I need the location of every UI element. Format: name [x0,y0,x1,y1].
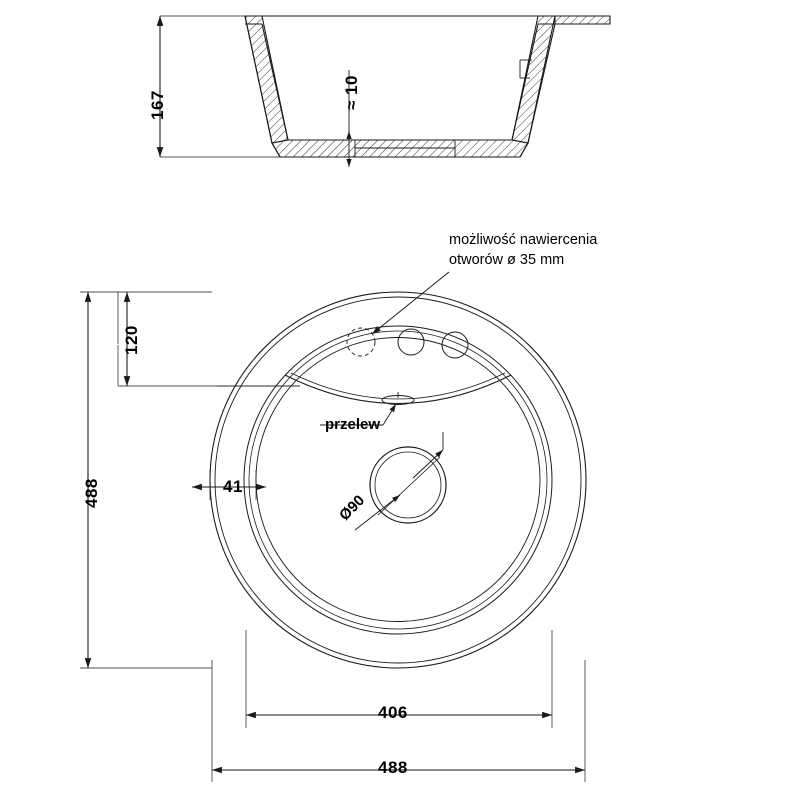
section-view [160,16,610,167]
section-height-dimension: 167 [148,90,167,120]
drill-note-line-2: otworów ø 35 mm [449,252,565,268]
rim-width-dimension: 41 [223,477,243,496]
overflow-label: przelew [325,416,381,433]
overall-width-dimension: 488 [378,758,408,777]
bowl-width-dimension: 406 [378,703,408,722]
drain-diameter-dimension: Ø90 [336,491,369,525]
section-thickness-dimension: ≈ 10 [342,75,361,110]
top-offset-dimension: 120 [122,325,141,355]
sink-outer-circle [210,292,586,668]
overall-height-dimension: 488 [82,478,101,508]
top-view [80,272,586,782]
drill-note-line-1: możliwość nawiercenia [449,232,598,248]
